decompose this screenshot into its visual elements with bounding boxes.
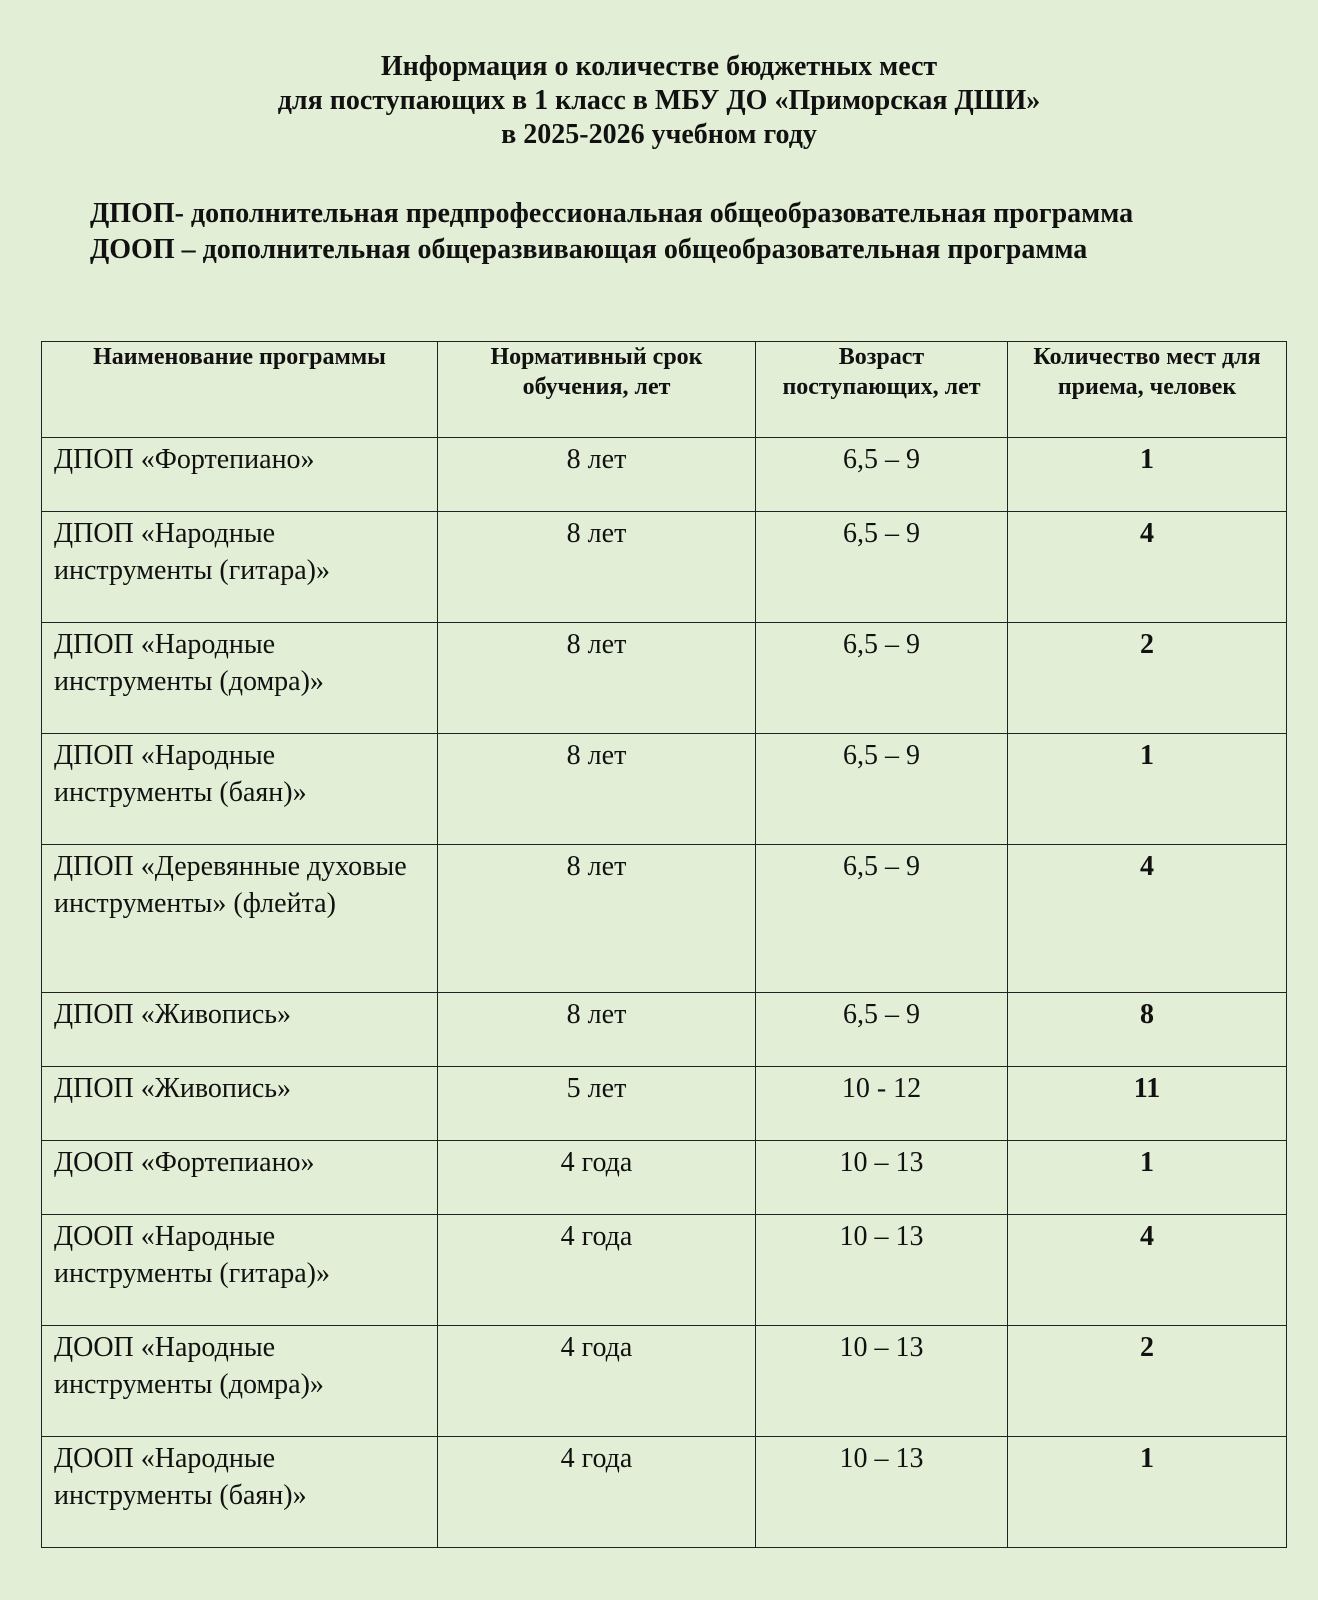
table-row (42, 512, 1287, 623)
study-term-cell: 8 лет (438, 623, 756, 734)
program-name-cell: ДПОП «Деревянные духовые инструменты» (флейта) (42, 845, 438, 993)
table-row (42, 734, 1287, 845)
study-term-cell: 4 года (438, 1215, 756, 1326)
age-cell: 10 – 13 (756, 1141, 1008, 1215)
title-line-3: в 2025-2026 учебном году (501, 119, 817, 150)
program-name-cell: ДООП «Народные инструменты (гитара)» (42, 1215, 438, 1326)
header-study-term: Нормативный срок обучения, лет (438, 342, 756, 438)
age-cell: 6,5 – 9 (756, 845, 1008, 993)
program-name-cell: ДООП «Народные инструменты (баян)» (42, 1437, 438, 1548)
program-name-cell: ДПОП «Народные инструменты (баян)» (42, 734, 438, 845)
seats-cell: 4 (1008, 1215, 1287, 1326)
age-cell: 10 – 13 (756, 1215, 1008, 1326)
program-name-cell: ДПОП «Живопись» (42, 993, 438, 1067)
study-term-cell: 8 лет (438, 734, 756, 845)
study-term-cell: 8 лет (438, 845, 756, 993)
table-row (42, 993, 1287, 1067)
table-row (42, 845, 1287, 993)
table-header-row (42, 342, 1287, 438)
seats-cell: 1 (1008, 1437, 1287, 1548)
seats-cell: 8 (1008, 993, 1287, 1067)
header-program-name: Наименование программы (42, 342, 438, 438)
study-term-cell: 8 лет (438, 993, 756, 1067)
program-name-cell: ДООП «Народные инструменты (домра)» (42, 1326, 438, 1437)
definition-doop: ДООП – дополнительная общеразвивающая общеобразовательная программа (90, 234, 1088, 265)
table-row (42, 1215, 1287, 1326)
program-name-cell: ДПОП «Народные инструменты (гитара)» (42, 512, 438, 623)
program-name-cell: ДПОП «Живопись» (42, 1067, 438, 1141)
header-applicant-age: Возраст поступающих, лет (756, 342, 1008, 438)
header-seats-count: Количество мест для приема, человек (1008, 342, 1287, 438)
study-term-cell: 8 лет (438, 438, 756, 512)
document-title (0, 50, 1318, 152)
age-cell: 6,5 – 9 (756, 993, 1008, 1067)
table-row (42, 1067, 1287, 1141)
age-cell: 6,5 – 9 (756, 623, 1008, 734)
title-line-1: Информация о количестве бюджетных мест (380, 51, 938, 82)
study-term-cell: 4 года (438, 1437, 756, 1548)
table-row (42, 438, 1287, 512)
study-term-cell: 8 лет (438, 512, 756, 623)
table-row (42, 623, 1287, 734)
budget-places-table (41, 341, 1287, 1548)
age-cell: 10 – 13 (756, 1437, 1008, 1548)
seats-cell: 1 (1008, 438, 1287, 512)
study-term-cell: 4 года (438, 1326, 756, 1437)
definition-dpop: ДПОП- дополнительная предпрофессиональная общеобразовательная программа (90, 198, 1134, 229)
seats-cell: 11 (1008, 1067, 1287, 1141)
table-row (42, 1437, 1287, 1548)
title-line-2: для поступающих в 1 класс в МБУ ДО «Приморская ДШИ» (277, 85, 1041, 116)
study-term-cell: 4 года (438, 1141, 756, 1215)
program-name-cell: ДПОП «Фортепиано» (42, 438, 438, 512)
age-cell: 6,5 – 9 (756, 734, 1008, 845)
table-row (42, 1326, 1287, 1437)
seats-cell: 4 (1008, 512, 1287, 623)
abbreviation-definitions (90, 196, 1310, 268)
seats-cell: 4 (1008, 845, 1287, 993)
seats-cell: 1 (1008, 1141, 1287, 1215)
program-name-cell: ДПОП «Народные инструменты (домра)» (42, 623, 438, 734)
table-row (42, 1141, 1287, 1215)
study-term-cell: 5 лет (438, 1067, 756, 1141)
age-cell: 6,5 – 9 (756, 438, 1008, 512)
seats-cell: 2 (1008, 623, 1287, 734)
seats-cell: 1 (1008, 734, 1287, 845)
seats-cell: 2 (1008, 1326, 1287, 1437)
age-cell: 10 - 12 (756, 1067, 1008, 1141)
age-cell: 10 – 13 (756, 1326, 1008, 1437)
program-name-cell: ДООП «Фортепиано» (42, 1141, 438, 1215)
age-cell: 6,5 – 9 (756, 512, 1008, 623)
